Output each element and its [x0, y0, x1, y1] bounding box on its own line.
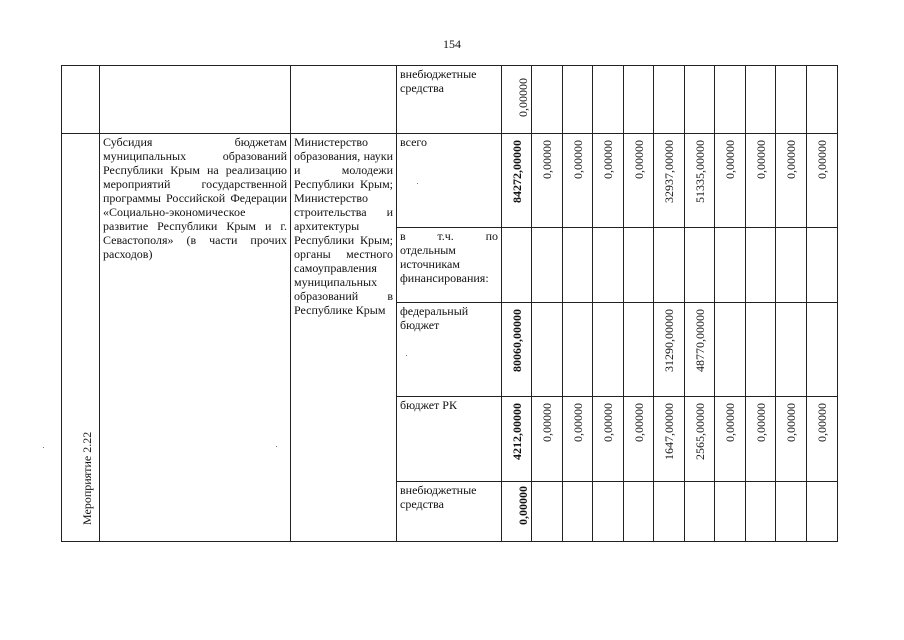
year-cell	[532, 397, 563, 482]
year-cell	[746, 134, 776, 228]
year-cell	[807, 66, 838, 134]
source-label	[397, 397, 502, 482]
empty-cell	[62, 66, 100, 134]
year-cell	[807, 134, 838, 228]
year-cell	[532, 303, 563, 397]
cell-value: 0,00000	[570, 403, 585, 442]
year-cell	[685, 303, 715, 397]
source-label	[397, 228, 502, 303]
scan-speck	[43, 447, 44, 448]
year-cell	[532, 228, 563, 303]
cell-value: 0,00000	[570, 140, 585, 179]
cell-value: 84272,00000	[509, 140, 524, 203]
activity-code-cell	[62, 134, 100, 542]
year-cell	[685, 482, 715, 542]
year-cell	[746, 303, 776, 397]
year-cell	[746, 228, 776, 303]
scan-speck	[406, 355, 407, 356]
financing-table	[61, 65, 838, 542]
year-cell	[624, 482, 654, 542]
scan-speck	[417, 183, 418, 184]
cell-value: 0,00000	[631, 403, 646, 442]
source-label-text: федеральный бюджет	[400, 304, 469, 332]
cell-value: 0,00000	[753, 140, 768, 179]
table-row	[62, 134, 838, 228]
source-label	[397, 134, 502, 228]
cell-value: 0,00000	[815, 140, 829, 179]
year-cell	[807, 482, 838, 542]
year-cell	[776, 482, 807, 542]
activity-description-cell	[100, 134, 291, 542]
source-label	[397, 66, 502, 134]
empty-cell	[100, 66, 291, 134]
year-cell	[746, 482, 776, 542]
year-cell	[624, 303, 654, 397]
cell-value: 32937,00000	[662, 140, 676, 203]
year-cell	[532, 482, 563, 542]
total-cell	[502, 134, 532, 228]
total-cell	[502, 482, 532, 542]
year-cell	[654, 66, 685, 134]
year-cell	[593, 397, 624, 482]
cell-value: 0,00000	[723, 403, 737, 442]
total-cell	[502, 303, 532, 397]
cell-value: 0,00000	[540, 403, 554, 442]
year-cell	[624, 228, 654, 303]
year-cell	[807, 303, 838, 397]
year-cell	[624, 397, 654, 482]
total-cell	[502, 228, 532, 303]
source-label	[397, 482, 502, 542]
year-cell	[532, 66, 563, 134]
year-cell	[654, 482, 685, 542]
page-number: 154	[443, 37, 461, 51]
year-cell	[746, 397, 776, 482]
activity-description: Субсидия бюджетам муниципальных образований Республики Крым на реализацию мероприятий государственной программы Российской Федерации «Социально-экономическое развитие Республики Крым и г. Севастополя» (в части прочих расходов)	[103, 135, 287, 261]
year-cell	[563, 134, 593, 228]
source-label-text: внебюджетные средства	[400, 67, 477, 95]
source-label-text: внебюджетные средства	[400, 483, 477, 511]
year-cell	[624, 66, 654, 134]
source-label-text: бюджет РК	[400, 398, 457, 412]
scan-speck	[276, 446, 277, 447]
cell-value: 0,00000	[515, 486, 530, 525]
year-cell	[593, 228, 624, 303]
year-cell	[685, 66, 715, 134]
cell-value: 31290,00000	[662, 309, 676, 372]
cell-value: 0,00000	[601, 403, 615, 442]
cell-value: 48770,00000	[692, 309, 707, 372]
table-row	[62, 66, 838, 134]
year-cell	[593, 134, 624, 228]
cell-value: 51335,00000	[692, 140, 707, 203]
year-cell	[776, 66, 807, 134]
source-label-text: всего	[400, 135, 428, 149]
year-cell	[654, 228, 685, 303]
year-cell	[776, 134, 807, 228]
year-cell	[563, 66, 593, 134]
year-cell	[776, 228, 807, 303]
cell-value: 2565,00000	[692, 403, 707, 460]
year-cell	[715, 303, 746, 397]
year-cell	[624, 134, 654, 228]
year-cell	[532, 134, 563, 228]
year-cell	[563, 303, 593, 397]
year-cell	[563, 228, 593, 303]
cell-value: 1647,00000	[662, 403, 676, 460]
source-label	[397, 303, 502, 397]
year-cell	[807, 228, 838, 303]
cell-value: 4212,00000	[509, 403, 524, 460]
cell-value: 0,00000	[540, 140, 554, 179]
year-cell	[563, 397, 593, 482]
year-cell	[593, 66, 624, 134]
year-cell	[715, 228, 746, 303]
year-cell	[654, 397, 685, 482]
year-cell	[654, 303, 685, 397]
year-cell	[654, 134, 685, 228]
executors-cell	[291, 134, 397, 542]
year-cell	[593, 482, 624, 542]
year-cell	[746, 66, 776, 134]
year-cell	[685, 134, 715, 228]
year-cell	[715, 134, 746, 228]
cell-value: 0,00000	[815, 403, 829, 442]
year-cell	[776, 397, 807, 482]
year-cell	[593, 303, 624, 397]
year-cell	[715, 66, 746, 134]
total-cell	[502, 66, 532, 134]
cell-value: 0,00000	[753, 403, 768, 442]
cell-value: 0,00000	[784, 403, 798, 442]
cell-value: 0,00000	[723, 140, 737, 179]
year-cell	[685, 228, 715, 303]
cell-value: 0,00000	[631, 140, 646, 179]
year-cell	[807, 397, 838, 482]
cell-value: 0,00000	[784, 140, 798, 179]
cell-value: 0,00000	[601, 140, 615, 179]
year-cell	[563, 482, 593, 542]
source-label-text: в т.ч. по отдельным источникам финансирования:	[400, 229, 498, 285]
cell-value: 80060,00000	[509, 309, 524, 372]
executors-text: Министерство образования, науки и молодежи Республики Крым; Министерство строительства и архитектуры Республики Крым; органы местного самоуправления муниципальных образований в Республике Крым	[294, 135, 393, 317]
cell-value: Мероприятие 2.22	[79, 431, 94, 525]
year-cell	[776, 303, 807, 397]
year-cell	[715, 397, 746, 482]
year-cell	[685, 397, 715, 482]
cell-value: 0,00000	[515, 78, 530, 117]
empty-cell	[291, 66, 397, 134]
year-cell	[715, 482, 746, 542]
total-cell	[502, 397, 532, 482]
